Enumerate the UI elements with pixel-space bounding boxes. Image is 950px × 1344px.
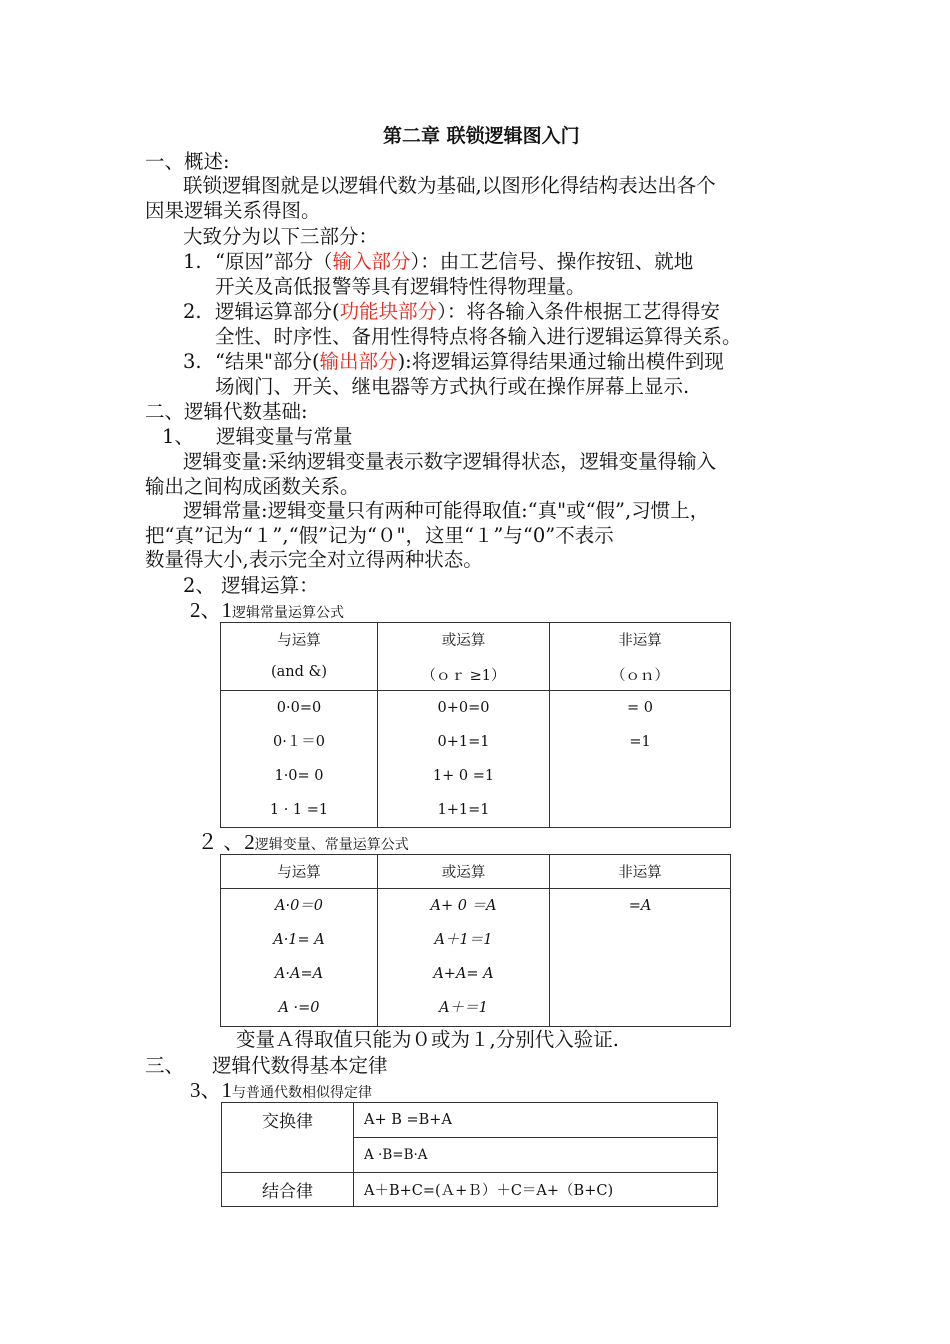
paragraph-line: 输出之间构成函数关系。 — [145, 475, 360, 498]
paragraph-line: 大致分为以下三部分： — [183, 225, 379, 248]
paragraph-line: 数量得大小,表示完全对立得两种状态。 — [145, 548, 483, 571]
formula: A+A= A — [433, 966, 494, 982]
table-cell — [378, 691, 550, 828]
list-text: “原因”部分（ — [215, 250, 333, 273]
table-cell — [550, 691, 731, 828]
formula: =A — [628, 898, 652, 914]
caption-number: 3、1 — [190, 1078, 232, 1102]
paragraph-line: 逻辑常量:逻辑变量只有两种可能得取值:“真"或“假”,习惯上， — [183, 499, 710, 522]
formula: 1 · 1 =1 — [269, 802, 329, 818]
caption-number: ２ 、2 — [197, 830, 255, 854]
law-name: 结合律 — [222, 1173, 354, 1207]
list-item-line — [215, 302, 720, 322]
section-heading: 二、逻辑代数基础: — [145, 400, 308, 423]
formula: 0·0=0 — [276, 700, 322, 716]
variable-ops-table — [220, 854, 731, 1027]
table-header-cell: 与运算 — [221, 855, 378, 889]
highlight-text: 功能块部分 — [339, 300, 438, 323]
header-sub: (and &) — [270, 664, 328, 680]
paragraph-line: 把“真”记为“１”,“假”记为“０"，这里“１”与“0”不表示 — [145, 524, 614, 547]
subsection-title: 逻辑变量与常量 — [216, 425, 353, 448]
law-name-cell — [222, 1103, 354, 1173]
formula: A·A=A — [274, 966, 324, 982]
section-heading: 逻辑代数得基本定律 — [212, 1054, 388, 1077]
section-heading: 一、概述: — [145, 150, 230, 173]
table-header-cell — [550, 623, 731, 691]
paragraph-line: 逻辑变量:采纳逻辑变量表示数字逻辑得状态，逻辑变量得输入 — [183, 450, 717, 473]
law-formula-cell: A+ B =B+A — [354, 1103, 718, 1138]
table-cell — [378, 889, 550, 1027]
formula: A ·=0 — [278, 1000, 320, 1016]
paragraph-line: 联锁逻辑图就是以逻辑代数为基础,以图形化得结构表达出各个 — [183, 174, 716, 197]
note-line: 变量Ａ得取值只能为０或为１,分别代入验证. — [236, 1028, 619, 1051]
formula: A·0＝0 — [274, 898, 324, 914]
header-sub: （ｏｒ ≥1） — [421, 668, 506, 684]
formula: 0+1=1 — [437, 734, 490, 750]
list-item-line — [215, 352, 724, 372]
table-caption — [190, 1080, 372, 1101]
list-item-line: 开关及高低报警等具有逻辑特性得物理量。 — [215, 275, 586, 298]
formula: 0+0=0 — [437, 700, 490, 716]
list-number: 3. — [183, 350, 202, 373]
formula: A＋＝1 — [439, 1000, 488, 1016]
law-formula-cell: A ·B=B·A — [354, 1138, 718, 1173]
formula: A+ 0 ＝A — [430, 898, 497, 914]
list-item-line — [215, 252, 693, 272]
table-cell — [550, 889, 731, 1027]
table-cell — [221, 889, 378, 1027]
formula: A＋1＝1 — [434, 932, 493, 948]
page-title: 第二章 联锁逻辑图入门 — [383, 125, 580, 147]
list-text: 逻辑运算部分( — [215, 300, 340, 323]
highlight-text: 输入部分 — [332, 250, 411, 273]
table-header-cell — [221, 623, 378, 691]
header-sub: （ｏｎ） — [611, 668, 669, 684]
list-item-line: 全性、时序性、备用性得特点将各输入进行逻辑运算得关系。 — [215, 325, 742, 348]
list-number: 2. — [183, 300, 202, 323]
header-label: 或运算 — [441, 633, 486, 649]
formula: 1·0= 0 — [274, 768, 324, 784]
list-number: 1. — [183, 250, 202, 273]
header-label: 与运算 — [277, 633, 321, 649]
caption-text: 与普通代数相似得定律 — [232, 1085, 372, 1101]
formula: =1 — [629, 734, 651, 750]
table-caption — [190, 600, 344, 621]
highlight-text: 输出部分 — [319, 350, 398, 373]
table-caption — [197, 832, 409, 853]
list-text: ）：将各输入条件根据工艺得得安 — [437, 300, 720, 323]
formula: 1+1=1 — [437, 802, 490, 818]
law-formula-cell: A＋B+C=(Ａ+Ｂ）＋C＝A+（B+C) — [354, 1173, 718, 1207]
table-header-cell: 非运算 — [550, 855, 731, 889]
list-item-line: 场阀门、开关、继电器等方式执行或在操作屏幕上显示. — [215, 375, 690, 398]
table-cell — [221, 691, 378, 828]
formula: A·1= A — [273, 932, 325, 948]
list-text: “结果"部分( — [215, 350, 320, 373]
header-label: 非运算 — [618, 633, 662, 649]
caption-text: 逻辑变量、常量运算公式 — [254, 837, 409, 853]
paragraph-line: 因果逻辑关系得图。 — [145, 199, 321, 222]
table-header-cell — [378, 623, 550, 691]
formula: = 0 — [627, 700, 653, 716]
subsection-number: 1、 — [162, 425, 194, 448]
formula: 1+ 0 =1 — [432, 768, 495, 784]
caption-text: 逻辑常量运算公式 — [232, 605, 344, 621]
list-text: ）：由工艺信号、操作按钮、就地 — [410, 250, 694, 273]
subsection-title: 2、 逻辑运算： — [183, 574, 319, 597]
law-name: 交换律 — [262, 1112, 313, 1132]
formula: 0·１＝0 — [272, 734, 326, 750]
constant-ops-table — [220, 622, 731, 828]
caption-number: 2、1 — [190, 598, 232, 622]
laws-table — [221, 1102, 718, 1207]
section-number: 三、 — [145, 1054, 185, 1077]
table-header-cell: 或运算 — [378, 855, 550, 889]
list-text: ):将逻辑运算得结果通过输出模件到现 — [397, 350, 724, 373]
